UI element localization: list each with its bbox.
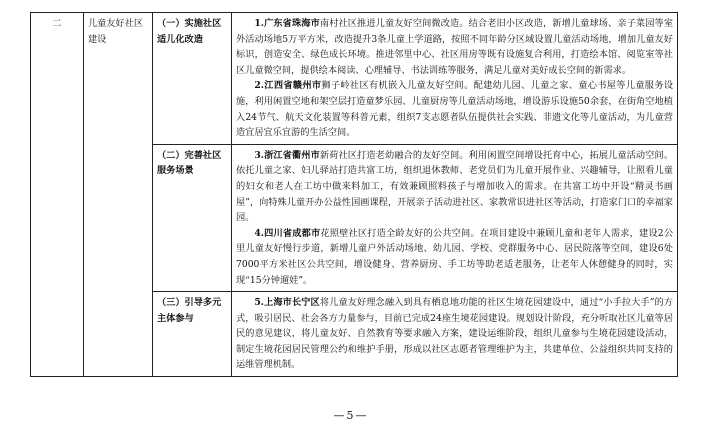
subtitle-cell: （一）实施社区适儿化改造 bbox=[153, 13, 232, 145]
practice-table bbox=[30, 12, 678, 377]
case-item bbox=[236, 16, 673, 78]
case-item bbox=[236, 226, 673, 288]
row-number: 二 bbox=[31, 13, 84, 377]
case-item bbox=[236, 148, 673, 226]
case-item bbox=[236, 78, 673, 140]
case-text: 南村社区推进儿童友好空间微改造。结合老旧小区改造，新增儿童球场、亲子菜园等室外活动场地5万平方米，改造提升3条儿童上学道路，按照不同年龄分区域设置儿童活动场地，增加儿童友好标识，创造安全、绿色成长环境。推进邻里中心、社区用房等既有设施复合利用，打造绘本馆、阅览室等社区儿童微空间，提供绘本阅读、心理辅导、书法训练等服务，满足儿童对美好成长空间的新需求。 bbox=[236, 18, 674, 76]
cases-cell bbox=[232, 13, 678, 145]
category-cell: 儿童友好社区建设 bbox=[84, 13, 153, 377]
case-place: 四川省成都市 bbox=[263, 227, 321, 239]
table-row bbox=[31, 13, 678, 145]
case-place: 浙江省衢州市 bbox=[263, 149, 320, 161]
case-item bbox=[236, 295, 673, 373]
subtitle-cell: （三）引导多元主体参与 bbox=[153, 292, 232, 377]
case-index: 3. bbox=[254, 149, 264, 161]
cases-cell bbox=[232, 292, 678, 377]
case-index: 2. bbox=[254, 80, 264, 92]
case-place: 江西省赣州市 bbox=[263, 80, 322, 92]
case-text: 将儿童友好理念融入到具有栖息地功能的社区生境花园建设中，通过“小手拉大手”的方式，吸引居民、社会各方力量参与，目前已完成24座生境花园建设。规划设计阶段，充分听取社区儿童等居民的意见建议，将儿童友好、自然教育等要求融入方案，建设运维阶段，组织儿童参与生境花园建设活动，制定生境花园居民管理公约和维护手册，形成以社区志愿者管理维护为主，共建单位、公益组织共同支持的运维管理机制。 bbox=[236, 297, 673, 371]
cases-cell bbox=[232, 144, 678, 291]
case-place: 上海市长宁区 bbox=[263, 297, 320, 309]
case-index: 5. bbox=[254, 297, 264, 309]
case-text: 花照壁社区打造全龄友好的公共空间。在项目建设中兼顾儿童和老年人需求，建设2公里儿童友好慢行步道，新增儿童户外活动场地、幼儿园、学校、党群服务中心、居民院落等空间，建设6处7000平方米社区公共空间，增设健身、营养厨房、手工坊等助老适老服务，让老年人休憩健身的同时，实现“15分钟遛娃”。 bbox=[236, 227, 674, 286]
subtitle-cell: （二）完善社区服务场景 bbox=[153, 144, 232, 291]
case-index: 1. bbox=[254, 18, 264, 29]
case-text: 狮子岭社区有机嵌入儿童友好空间。配建幼儿园、儿童之家、童心书屋等儿童服务设施，利用闲置空地和架空层打造童梦乐园、儿童厨房等儿童活动场地，增设游乐设施50余套，在街角空地植入24节气、航天文化装置等科普元素，组织7支志愿者队伍提供社会实践、非遗文化等儿童活动，为儿童营造宜居宜乐宜游的生活空间。 bbox=[236, 80, 674, 139]
case-index: 4. bbox=[254, 227, 264, 239]
case-text: 新荷社区打造老幼融合的友好空间。利用闲置空间增设托育中心，拓展儿童活动空间。依托儿童之家、妇儿驿站打造共富工坊，组织退休教师、老党员们为儿童开展作业、兴趣辅导，让照看儿童的妇女和老人在工坊中做来料加工，有效兼顾照料孩子与增加收入的需求。在共富工坊中开设“精灵书画屋”，向特殊儿童开办公益性国画课程，开展亲子活动进社区、家教常识进社区等活动，打造家门口的幸福家园。 bbox=[236, 149, 674, 224]
page-number: —5— bbox=[333, 409, 369, 422]
case-place: 广东省珠海市 bbox=[263, 18, 320, 29]
